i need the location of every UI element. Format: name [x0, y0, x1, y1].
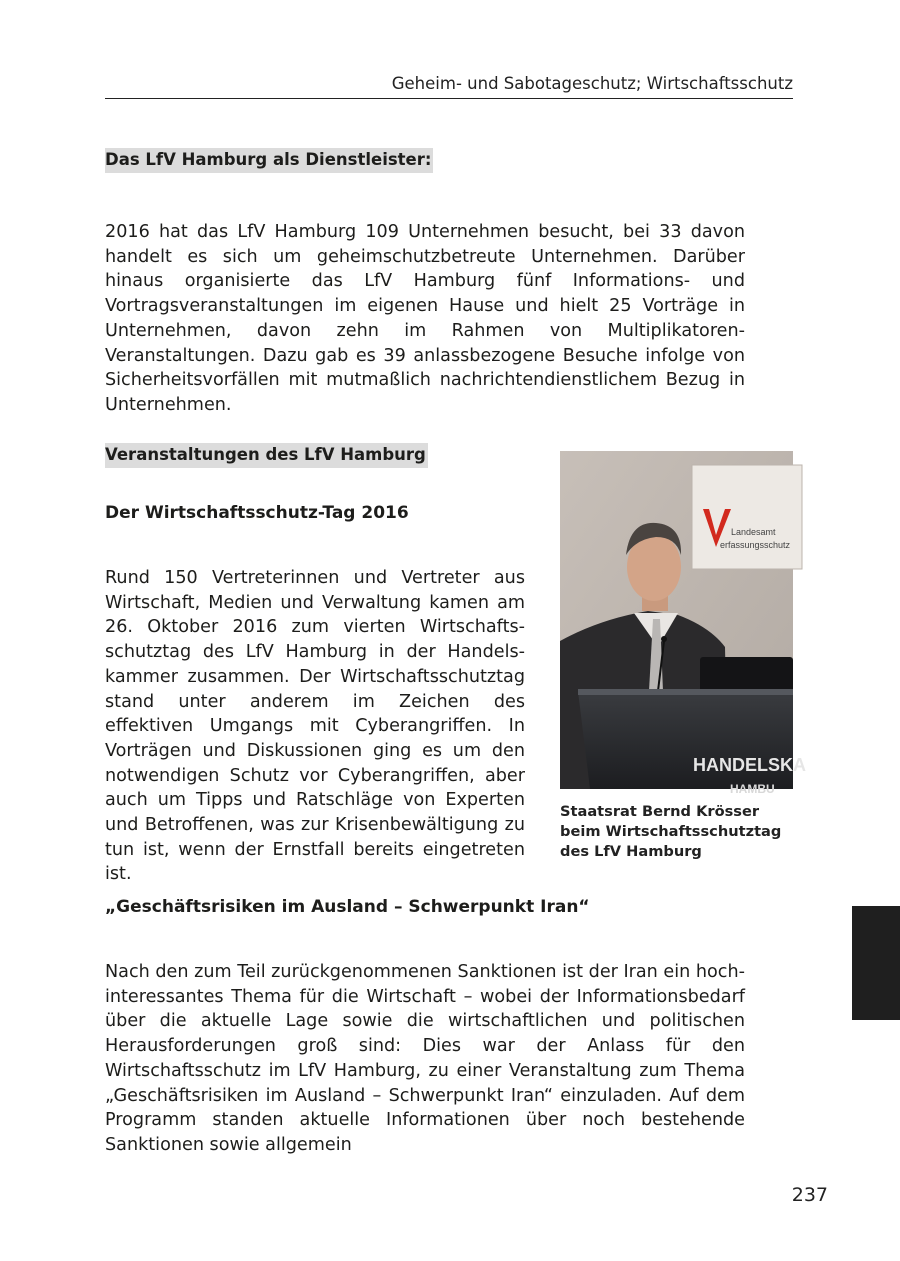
event-photo [560, 451, 807, 796]
paragraph-dienstleister: 2016 hat das LfV Hamburg 109 Unternehmen besucht, bei 33 davon handelt es sich um geheimschutzbetreute Unternehmen. Darüber hinaus organisierte das LfV Hamburg fünf Informations- und Vortragsveranstaltungen im eigenen Hause und hielt 25 Vorträge in Unternehmen, davon zehn im Rahmen von Multiplikatoren-Veranstaltungen. Dazu gab es 39 anlassbezogene Besuche infolge von Sicherheitsvorfällen mit mutmaßlich nachrichtendienstlichem Bezug in Unternehmen. [105, 222, 745, 415]
section-heading-dienstleister: Das LfV Hamburg als Dienstleister: [105, 148, 433, 173]
paragraph-geschaeftsrisiken: Nach den zum Teil zurückgenommenen Sanktionen ist der Iran ein hochinteressantes Thema für die Wirtschaft – wobei der Informationsbedarf über die aktuelle Lage sowie die wirtschaftlichen und politischen Herausforderungen groß sind: Dies war der Anlass für den Wirtschaftsschutz im LfV Hamburg, zu einer Veranstaltung zum Thema „Geschäftsrisiken im Ausland – Schwerpunkt Iran“ einzuladen. Auf dem Programm standen aktuelle Informationen über noch bestehende Sanktionen sowie allgemein [105, 962, 745, 1155]
header-rule [105, 98, 793, 99]
subheading-wirtschaftsschutz-tag: Der Wirtschaftsschutz-Tag 2016 [105, 503, 409, 523]
photo-caption: Staatsrat Bernd Krösser beim Wirtschaftsschutztag des LfV Hamburg [560, 803, 782, 860]
section-heading-veranstaltungen: Veranstaltungen des LfV Hamburg [105, 443, 428, 468]
speaker-at-podium-illustration [560, 451, 807, 796]
running-header: Geheim- und Sabotageschutz; Wirtschaftsschutz [391, 74, 793, 93]
podium-text-line2: HAMBU [730, 782, 775, 796]
sign-text-line1: Landesamt [731, 527, 776, 537]
sign-text-line2: erfassungsschutz [720, 540, 791, 550]
chapter-thumb-tab [852, 906, 900, 1020]
page-number: 237 [791, 1184, 828, 1206]
subheading-geschaeftsrisiken: „Geschäftsrisiken im Ausland – Schwerpunkt Iran“ [105, 897, 590, 917]
paragraph-wirtschaftsschutz-tag: Rund 150 Vertreterinnen und Vertreter aus Wirtschaft, Medien und Verwaltung kamen am 26. Oktober 2016 zum vierten Wirtschaftsschutztag des LfV Hamburg in der Handelskammer zusammen. Der Wirtschaftsschutztag stand unter anderem im Zeichen des effektiven Umgangs mit Cyberangriffen. In Vorträgen und Diskussionen ging es um den notwendigen Schutz vor Cyberangriffen, aber auch um Tipps und Ratschläge von Experten und Betroffenen, was zur Krisenbewältigung zu tun ist, wenn der Ernstfall bereits eingetreten ist. [105, 568, 525, 885]
podium-text-line1: HANDELSKA [693, 755, 807, 775]
